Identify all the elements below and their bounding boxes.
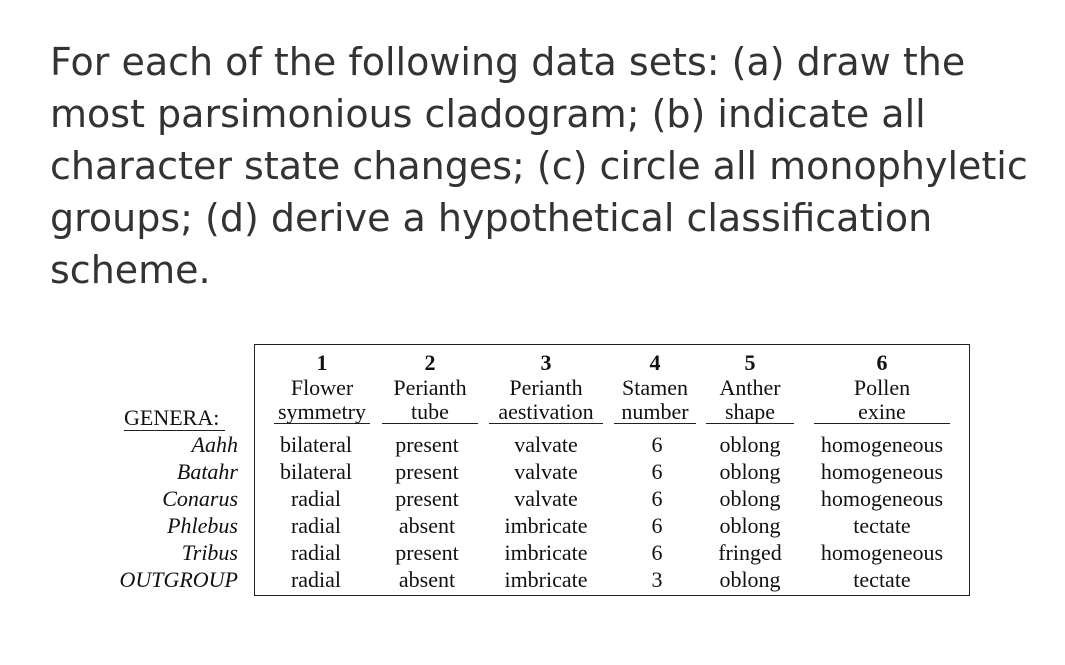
table-row [96,431,976,458]
column-header-5 [706,350,794,424]
column-number: 1 [316,350,328,375]
cell: imbricate [504,567,588,592]
question-text [50,36,1040,296]
cell: oblong [719,567,781,592]
genus-name: Aahh [191,432,238,457]
column-number: 6 [876,350,888,375]
cell: tectate [853,567,911,592]
genera-label: GENERA: [124,405,225,431]
question-line: character state changes; (c) circle all monophyletic [50,144,1028,188]
cell: present [395,432,459,457]
cell: 6 [651,513,663,538]
cell: oblong [719,513,781,538]
cell: valvate [514,486,578,511]
cell: homogeneous [820,486,944,511]
cell: radial [290,486,342,511]
cell: bilateral [279,459,353,484]
cell: oblong [719,459,781,484]
genus-name: OUTGROUP [119,567,238,592]
genus-name: Batahr [176,459,238,484]
column-label: aestivation [489,400,603,424]
column-label: tube [382,400,478,424]
cell: homogeneous [820,432,944,457]
cell: oblong [719,486,781,511]
cell: present [395,459,459,484]
cell: absent [398,513,456,538]
cell: 6 [651,486,663,511]
column-label: number [614,400,696,424]
cell: present [395,486,459,511]
cell: homogeneous [820,540,944,565]
column-label: Stamen [622,375,688,400]
cell: tectate [853,513,911,538]
cell: radial [290,567,342,592]
cell: absent [398,567,456,592]
question-line: groups; (d) derive a hypothetical classification [50,196,933,240]
column-label: symmetry [274,400,370,424]
cell: valvate [514,432,578,457]
column-number: 4 [649,350,661,375]
question-line: scheme. [50,248,211,292]
table-row [96,458,976,485]
cell: radial [290,540,342,565]
genus-name: Conarus [162,486,238,511]
column-label: Pollen [853,375,911,400]
column-label: Perianth [509,375,583,400]
cell: oblong [719,432,781,457]
cell: 6 [651,459,663,484]
cell: present [395,540,459,565]
column-label: shape [706,400,794,424]
question-line: most parsimonious cladogram; (b) indicate all [50,92,926,136]
cell: bilateral [279,432,353,457]
table-row [96,485,976,512]
column-header-4 [614,350,696,424]
cell: imbricate [504,513,588,538]
column-number: 2 [424,350,436,375]
question-line: For each of the following data sets: (a) draw the [50,40,966,84]
cell: valvate [514,459,578,484]
column-header-6 [814,350,950,424]
column-header-3 [489,350,603,424]
column-number: 3 [540,350,552,375]
column-header-2 [382,350,478,424]
cell: 6 [651,540,663,565]
cell: homogeneous [820,459,944,484]
genus-name: Phlebus [167,513,238,538]
table-row [96,566,976,593]
column-label: exine [814,400,950,424]
table-row [96,512,976,539]
matrix-rows [96,431,976,593]
column-number: 5 [744,350,756,375]
character-matrix-figure [96,344,976,602]
cell: radial [290,513,342,538]
cell: fringed [718,540,782,565]
cell: 3 [651,567,663,592]
cell: 6 [651,432,663,457]
column-label: Flower [290,375,354,400]
genus-name: Tribus [181,540,238,565]
table-row [96,539,976,566]
column-label: Perianth [393,375,467,400]
column-header-1 [274,350,370,424]
column-label: Anther [719,375,781,400]
cell: imbricate [504,540,588,565]
